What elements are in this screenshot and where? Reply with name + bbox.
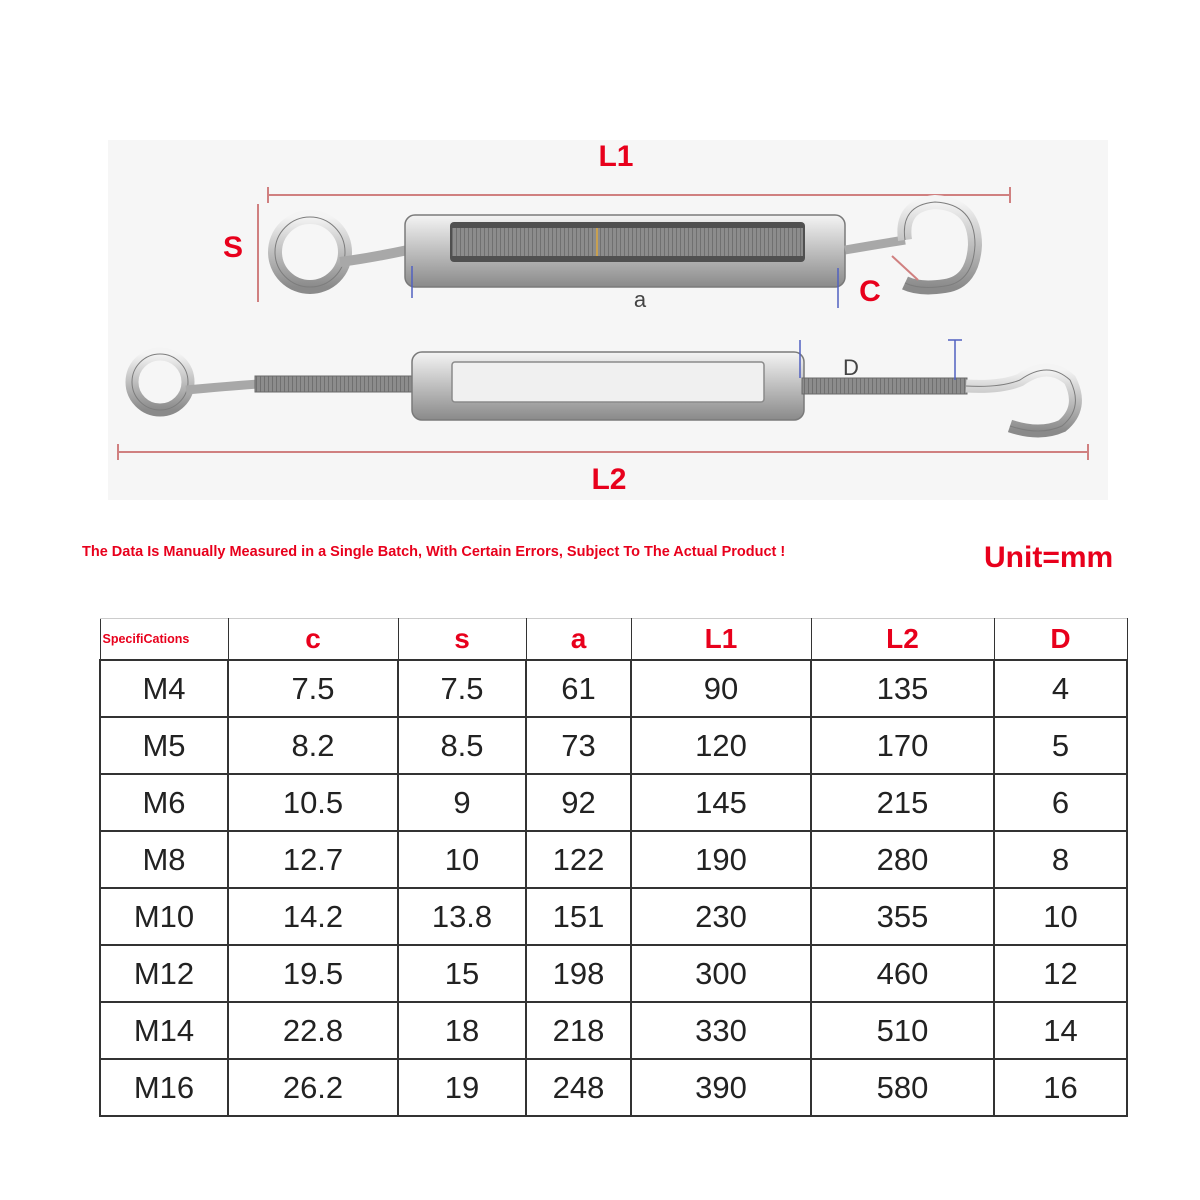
table-row [100,945,1127,1002]
table-row [100,831,1127,888]
d-label: D [843,355,859,380]
table-cell: 215 [811,774,994,831]
table-cell: 4 [994,660,1127,717]
thread-rod-top [452,228,803,256]
table-cell: 7.5 [228,660,398,717]
header-l1: L1 [631,619,811,661]
table-cell: M16 [100,1059,228,1116]
table-cell: 145 [631,774,811,831]
table-cell: 26.2 [228,1059,398,1116]
table-cell: 61 [526,660,631,717]
table-cell: 9 [398,774,526,831]
table-cell: 135 [811,660,994,717]
table-cell: 198 [526,945,631,1002]
header-c: c [228,619,398,661]
table-cell: 14 [994,1002,1127,1059]
table-cell: 92 [526,774,631,831]
turnbuckle-diagram [0,0,1200,520]
table-cell: M6 [100,774,228,831]
table-cell: M8 [100,831,228,888]
table-cell: 355 [811,888,994,945]
table-cell: 122 [526,831,631,888]
table-cell: 12 [994,945,1127,1002]
table-cell: 90 [631,660,811,717]
table-cell: M14 [100,1002,228,1059]
header-d: D [994,619,1127,661]
table-cell: 12.7 [228,831,398,888]
table-cell: 10 [994,888,1127,945]
table-cell: M12 [100,945,228,1002]
table-cell: 10.5 [228,774,398,831]
table-cell: 218 [526,1002,631,1059]
table-cell: 19 [398,1059,526,1116]
table-cell: 170 [811,717,994,774]
table-cell: 5 [994,717,1127,774]
unit-label: Unit=mm [984,541,1114,574]
header-a: a [526,619,631,661]
table-cell: 8 [994,831,1127,888]
table-cell: 22.8 [228,1002,398,1059]
table-cell: 18 [398,1002,526,1059]
table-cell: 8.5 [398,717,526,774]
a-label: a [633,287,647,312]
table-cell: 8.2 [228,717,398,774]
c-label: C [859,275,881,308]
l2-label: L2 [591,463,627,496]
table-cell: 300 [631,945,811,1002]
table-cell: 190 [631,831,811,888]
table-cell: 280 [811,831,994,888]
l1-label: L1 [598,140,634,173]
table-cell: 7.5 [398,660,526,717]
table-cell: 6 [994,774,1127,831]
header-l2: L2 [811,619,994,661]
table-cell: 16 [994,1059,1127,1116]
table-cell: 10 [398,831,526,888]
table-cell: 13.8 [398,888,526,945]
table-row [100,1002,1127,1059]
table-cell: 330 [631,1002,811,1059]
measurement-note: The Data Is Manually Measured in a Single Batch, With Certain Errors, Subject To The Actual Product ! [82,544,786,560]
table-cell: 248 [526,1059,631,1116]
s-label: S [222,231,244,264]
table-cell: 19.5 [228,945,398,1002]
table-cell: M5 [100,717,228,774]
header-s: s [398,619,526,661]
table-row [100,717,1127,774]
table-cell: 15 [398,945,526,1002]
table-cell: 390 [631,1059,811,1116]
table-header-row [100,619,1127,661]
table-cell: 230 [631,888,811,945]
table-cell: 14.2 [228,888,398,945]
table-row [100,888,1127,945]
table-cell: 580 [811,1059,994,1116]
table-row [100,1059,1127,1116]
table-cell: M10 [100,888,228,945]
table-row [100,774,1127,831]
thread-rod-right [802,378,967,394]
table-cell: 73 [526,717,631,774]
table-cell: 460 [811,945,994,1002]
table-cell: M4 [100,660,228,717]
table-cell: 151 [526,888,631,945]
table-cell: 120 [631,717,811,774]
specifications-table [99,618,1128,1117]
header-specifications: SpecifiCations [100,619,228,661]
table-cell: 510 [811,1002,994,1059]
thread-rod-left [255,376,415,392]
table-row [100,660,1127,717]
